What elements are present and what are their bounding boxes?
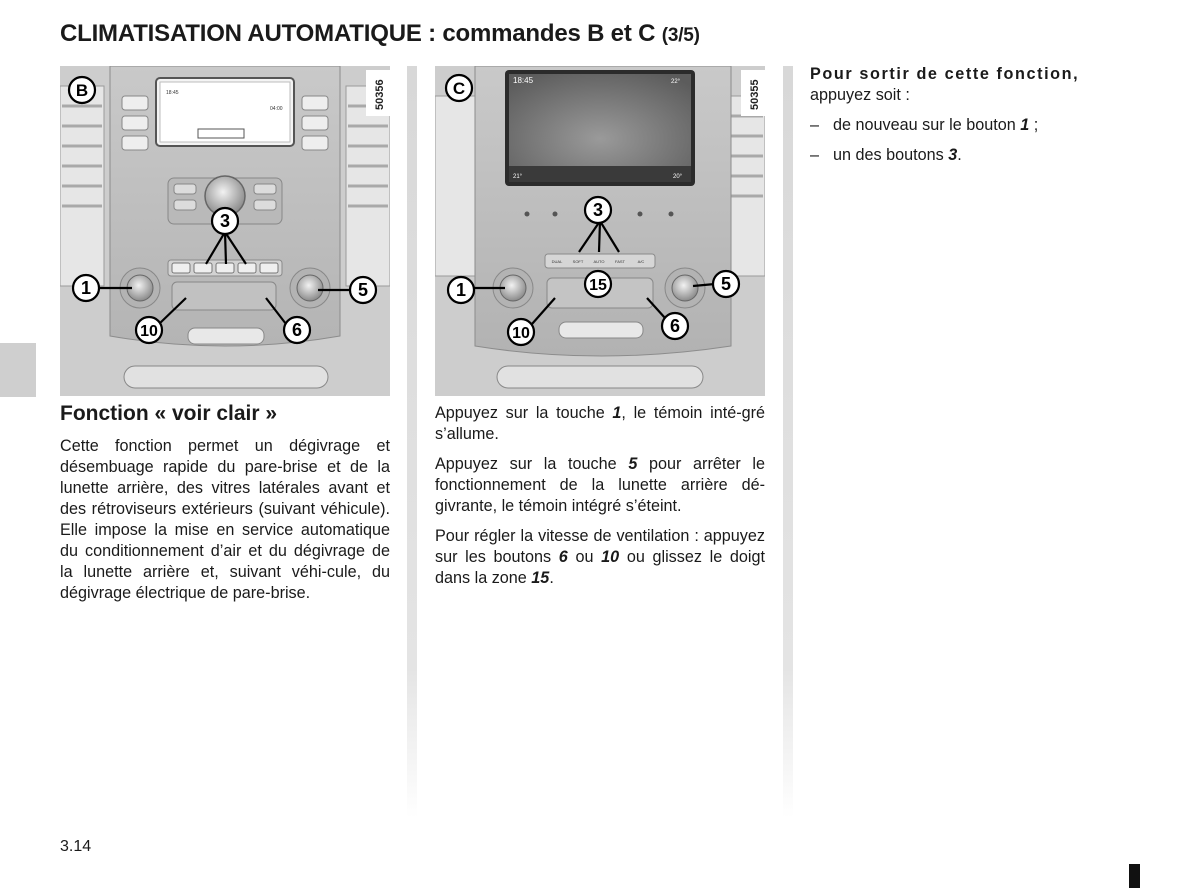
ref-1: 1 [612,404,622,422]
svg-text:15: 15 [589,277,607,294]
svg-text:1: 1 [455,280,467,300]
svg-text:3: 3 [592,200,604,220]
page-title-main: CLIMATISATION AUTOMATIQUE : commandes B et C [60,20,656,47]
svg-text:10: 10 [140,323,158,340]
figure-c-screen-temp-right: 22° [671,79,681,85]
middle-paragraph-3: Pour régler la vitesse de ventilation : appuyez sur les boutons 6 ou 10 ou glissez le doigt dans la zone 15. [435,527,765,587]
figure-c-illustration [435,66,765,396]
svg-text:10: 10 [512,325,530,342]
figure-c-screen-time: 18:45 [513,76,534,85]
callout-15 [585,271,611,297]
svg-text:6: 6 [669,316,681,336]
callout-5 [350,277,376,303]
right-intro [810,64,1140,106]
svg-text:5: 5 [720,274,732,294]
svg-text:B: B [75,81,89,100]
page-title-part: (3/5) [661,25,700,46]
svg-text:6: 6 [291,320,303,340]
left-body-paragraph [60,436,390,604]
figure-c-btn-auto: AUTO [593,259,605,264]
figure-b-screen-time: 18:45 [166,90,179,96]
figure-b-screen-clock: 04:00 [270,106,283,112]
callout-3 [585,197,611,223]
callout-10 [136,317,162,343]
right-intro-rest: appuyez soit : [810,86,910,104]
callout-10 [508,319,534,345]
figure-c-btn-ac: A/C [637,259,645,264]
ref-3: 3 [948,146,958,164]
figure-b-letter [69,77,95,103]
callout-1 [448,277,474,303]
chapter-tab [0,343,36,397]
ref-15: 15 [531,569,550,587]
callout-3 [212,208,238,234]
figure-b-code: 50356 [374,79,386,110]
left-body-text: Cette fonction permet un dégivrage et désembuage rapide du pare-brise et de la lunette arrière, des vitres latérales avant et des rétroviseurs extérieurs (suivant véhicule). Elle impose la mise en service automatique du conditionnement d’air et du dégivrage de la lunette arrière et, suivant véhi-cule, du dégivrage électrique de pare-brise. [60,437,390,602]
page-corner-mark [1129,864,1140,888]
page-title [60,20,700,48]
figure-b [60,66,390,396]
svg-text:C: C [452,79,466,98]
callout-6 [662,313,688,339]
svg-text:1: 1 [80,278,92,298]
figure-c-btn-fast: FAST [614,259,626,264]
figure-c-btn-dual: DUAL [551,259,563,264]
figure-c-letter [446,75,472,101]
page-number: 3.14 [60,838,92,855]
figure-c [435,66,765,396]
column-divider-left [407,66,417,818]
svg-text:5: 5 [357,280,369,300]
list-item: – un des boutons 3. [810,146,962,164]
ref-1: 1 [1020,116,1030,134]
column-divider-right [783,66,793,818]
figure-b-illustration [60,66,390,396]
svg-text:3: 3 [219,211,231,231]
figure-c-btn-soft: SOFT [572,259,584,264]
exit-options-list [810,115,1140,175]
middle-paragraph-1: Appuyez sur la touche 1, le témoin inté-gré s’allume. [435,404,765,443]
figure-c-screen-temp-left: 21° [513,174,523,180]
section-heading: Fonction « voir clair » [60,402,278,425]
figure-c-screen-temp-right-low: 20° [673,174,683,180]
middle-paragraph-2: Appuyez sur la touche 5 pour arrêter le fonctionnement de la lunette arrière dé-givrante, le témoin intégré s’éteint. [435,455,765,515]
figure-c-code: 50355 [749,79,761,110]
ref-6: 6 [558,548,568,566]
list-item: – de nouveau sur le bouton 1 ; [810,116,1039,134]
callout-5 [713,271,739,297]
callout-6 [284,317,310,343]
ref-5: 5 [628,455,638,473]
ref-10: 10 [601,548,620,566]
callout-1 [73,275,99,301]
right-intro-bold: Pour sortir de cette fonction, [810,65,1080,83]
